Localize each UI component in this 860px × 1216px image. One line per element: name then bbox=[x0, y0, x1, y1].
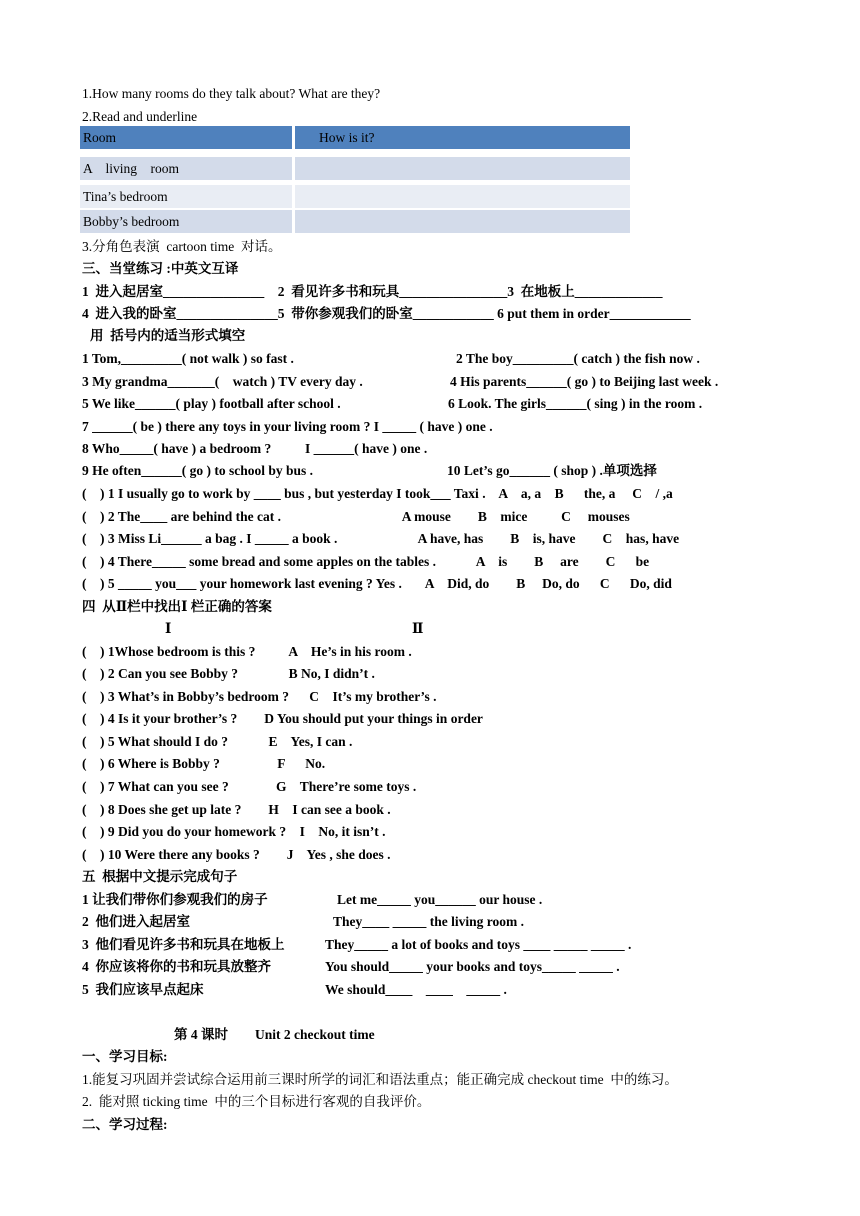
match-item: ( ) 6 Where is Bobby ? F No. bbox=[82, 756, 326, 771]
fill-item: 4 His parents______( go ) to Beijing last week . bbox=[450, 374, 719, 389]
table-row bbox=[80, 185, 630, 208]
fill-item: 2 The boy_________( catch ) the fish now . bbox=[456, 351, 700, 366]
table-header-how: How is it? bbox=[295, 126, 630, 149]
section-3-title: 三、当堂练习 :中英文互译 bbox=[82, 261, 239, 276]
match-item: ( ) 7 What can you see ? G There’re some toys . bbox=[82, 779, 417, 794]
objective-1: 1.能复习巩固并尝试综合运用前三课时所学的词汇和语法重点；能正确完成 checkout time 中的练习。 bbox=[82, 1072, 678, 1087]
translation-line: 1 进入起居室_______________ 2 看见许多书和玩具________________3 在地板上_____________ bbox=[82, 284, 663, 299]
lesson-title: 第 4 课时 Unit 2 checkout time bbox=[174, 1027, 375, 1042]
table-row bbox=[80, 157, 630, 180]
sentence-chinese: 1 让我们带你们参观我们的房子 bbox=[82, 892, 268, 907]
table-row bbox=[80, 210, 630, 233]
sentence-chinese: 5 我们应该早点起床 bbox=[82, 982, 204, 997]
sentence-english: You should_____ your books and toys_____ _____ . bbox=[325, 959, 620, 974]
sentence-chinese: 4 你应该将你的书和玩具放整齐 bbox=[82, 959, 271, 974]
match-item: ( ) 10 Were there any books ? J Yes , she does . bbox=[82, 847, 391, 862]
fill-item: 3 My grandma_______( watch ) TV every day . bbox=[82, 374, 363, 389]
table-header-row bbox=[80, 126, 630, 149]
table-cell-answer bbox=[295, 157, 630, 180]
sentence-chinese: 3 他们看见许多书和玩具在地板上 bbox=[82, 937, 285, 952]
fill-item: 7 ______( be ) there any toys in your living room ? I _____ ( have ) one . bbox=[82, 419, 493, 434]
sentence-english: They_____ a lot of books and toys ____ _____ _____ . bbox=[325, 937, 632, 952]
table-cell-room: Tina’s bedroom bbox=[80, 185, 292, 208]
match-item: ( ) 1Whose bedroom is this ? A He’s in his room . bbox=[82, 644, 412, 659]
question-2: 2.Read and underline bbox=[82, 109, 198, 124]
question-1: 1.How many rooms do they talk about? What are they? bbox=[82, 86, 381, 101]
fill-item: 1 Tom,_________( not walk ) so fast . bbox=[82, 351, 294, 366]
mc-item: ( ) 4 There_____ some bread and some apples on the tables . A is B are C be bbox=[82, 554, 650, 569]
mc-item: ( ) 3 Miss Li______ a bag . I _____ a book . A have, has B is, have C has, have bbox=[82, 531, 680, 546]
mc-item: ( ) 2 The____ are behind the cat . A mouse B mice C mouses bbox=[82, 509, 630, 524]
process-title: 二、学习过程: bbox=[82, 1117, 168, 1132]
table-cell-answer bbox=[295, 185, 630, 208]
table-cell-room: A living room bbox=[80, 157, 292, 180]
match-item: ( ) 2 Can you see Bobby ? B No, I didn’t . bbox=[82, 666, 375, 681]
column-2-label: Ⅱ bbox=[412, 621, 424, 636]
table-cell-room: Bobby’s bedroom bbox=[80, 210, 292, 233]
match-item: ( ) 4 Is it your brother’s ? D You should put your things in order bbox=[82, 711, 483, 726]
mc-item: ( ) 1 I usually go to work by ____ bus , but yesterday I took___ Taxi . A a, a B the, a C / ,a bbox=[82, 486, 673, 501]
column-1-label: Ⅰ bbox=[165, 621, 172, 636]
match-item: ( ) 3 What’s in Bobby’s bedroom ? C It’s my brother’s . bbox=[82, 689, 437, 704]
sentence-chinese: 2 他们进入起居室 bbox=[82, 914, 190, 929]
objective-2: 2. 能对照 ticking time 中的三个目标进行客观的自我评价。 bbox=[82, 1094, 431, 1109]
fill-item: 5 We like______( play ) football after school . bbox=[82, 396, 341, 411]
objectives-title: 一、学习目标: bbox=[82, 1049, 168, 1064]
match-item: ( ) 8 Does she get up late ? H I can see a book . bbox=[82, 802, 391, 817]
match-item: ( ) 9 Did you do your homework ? I No, it isn’t . bbox=[82, 824, 386, 839]
fill-item: 10 Let’s go______ ( shop ) .单项选择 bbox=[447, 463, 657, 478]
mc-item: ( ) 5 _____ you___ your homework last evening ? Yes . A Did, do B Do, do C Do, did bbox=[82, 576, 672, 591]
fill-title: 用 括号内的适当形式填空 bbox=[90, 328, 246, 343]
question-3: 3.分角色表演 cartoon time 对话。 bbox=[82, 239, 282, 254]
fill-item: 8 Who_____( have ) a bedroom ? I ______( have ) one . bbox=[82, 441, 428, 456]
match-item: ( ) 5 What should I do ? E Yes, I can . bbox=[82, 734, 353, 749]
sentence-english: They____ _____ the living room . bbox=[333, 914, 525, 929]
fill-item: 9 He often______( go ) to school by bus . bbox=[82, 463, 314, 478]
fill-item: 6 Look. The girls______( sing ) in the room . bbox=[448, 396, 703, 411]
sentence-english: Let me_____ you______ our house . bbox=[337, 892, 543, 907]
table-header-room: Room bbox=[80, 126, 292, 149]
section-5-title: 五 根据中文提示完成句子 bbox=[82, 869, 238, 884]
section-4-title: 四 从Ⅱ栏中找出Ⅰ 栏正确的答案 bbox=[82, 599, 272, 614]
translation-line: 4 进入我的卧室_______________5 带你参观我们的卧室____________ 6 put them in order____________ bbox=[82, 306, 691, 321]
sentence-english: We should____ ____ _____ . bbox=[325, 982, 507, 997]
table-cell-answer bbox=[295, 210, 630, 233]
